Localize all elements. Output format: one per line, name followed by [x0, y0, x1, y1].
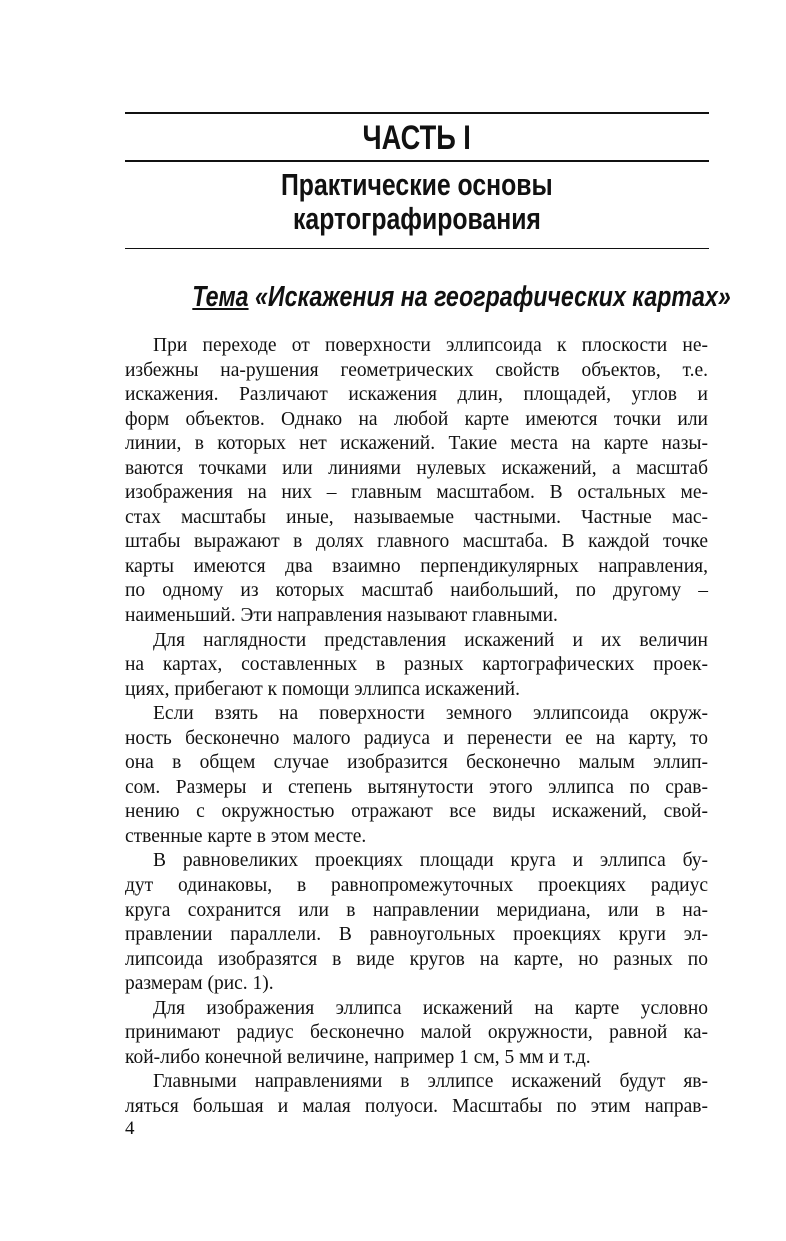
topic-title: «Искажения на географических картах»: [255, 281, 731, 313]
text-line: циях, прибегают к помощи эллипса искажений.: [125, 678, 520, 700]
text-line: нению с окружностью отражают все виды искажений, свой-: [125, 801, 708, 823]
text-line: Для наглядности представления искажений и их величин: [153, 629, 708, 651]
topic-heading: [125, 280, 731, 314]
text-line: липсоида изобразятся в виде кругов на карте, но разных по: [125, 948, 708, 970]
text-line: стах масштабы иные, называемые частными. Частные мас-: [125, 506, 708, 528]
topic-label: Тема: [192, 281, 249, 313]
text-line: Главными направлениями в эллипсе искажений будут яв-: [153, 1071, 708, 1093]
text-line: правлении параллели. В равноугольных проекциях круги эл-: [125, 924, 708, 946]
text-line: форм объектов. Однако на любой карте имеются точки или: [125, 408, 708, 430]
text-line: на картах, составленных в разных картографических проек-: [125, 654, 708, 676]
text-line: Для изображения эллипса искажений на карте условно: [153, 997, 708, 1019]
chapter-title: [125, 168, 709, 236]
chapter-title-line: Практические основы: [281, 167, 553, 202]
text-line: по одному из которых масштаб наибольший, по другому –: [125, 580, 708, 602]
text-line: размерам (рис. 1).: [125, 973, 274, 995]
body-text: [125, 334, 708, 1120]
text-line: штабы выражают в долях главного масштаба. В каждой точке: [125, 531, 708, 553]
text-line: ваются точками или линиями нулевых искажений, а масштаб: [125, 457, 708, 479]
part-rule: [125, 160, 709, 162]
text-line: При переходе от поверхности эллипсоида к плоскости не-: [153, 335, 708, 356]
top-rule: [125, 112, 709, 114]
title-rule: [125, 248, 709, 249]
text-line: линии, в которых нет искажений. Такие места на карте назы-: [125, 433, 708, 455]
text-line: сом. Размеры и степень вытянутости этого эллипса по срав-: [125, 776, 708, 798]
text-line: она в общем случае изобразится бесконечно малым эллип-: [125, 752, 708, 774]
text-line: искажения. Различают искажения длин, площадей, углов и: [125, 384, 708, 406]
text-line: ляться большая и малая полуоси. Масштабы по этим направ-: [125, 1095, 708, 1117]
text-line: круга сохранится или в направлении меридиана, или в на-: [125, 899, 708, 921]
part-heading: ЧАСТЬ I: [362, 119, 472, 157]
text-line: В равновеликих проекциях площади круга и эллипса бу-: [153, 850, 708, 872]
text-line: Если взять на поверхности земного эллипсоида окруж-: [153, 703, 708, 725]
text-line: наименьший. Эти направления называют главными.: [125, 605, 558, 627]
text-line: кой-либо конечной величине, например 1 см, 5 мм и т.д.: [125, 1046, 591, 1068]
page-number: 4: [125, 1118, 135, 1139]
text-line: избежны на-рушения геометрических свойств объектов, т.е.: [125, 359, 708, 381]
text-line: принимают радиус бесконечно малой окружности, равной ка-: [125, 1022, 708, 1044]
text-line: карты имеются два взаимно перпендикулярных направления,: [125, 555, 708, 577]
text-line: ность бесконечно малого радиуса и перенести ее на карту, то: [125, 727, 708, 749]
text-line: ственные карте в этом месте.: [125, 825, 367, 847]
text-line: изображения на них – главным масштабом. В остальных ме-: [125, 482, 708, 504]
chapter-title-line: картографирования: [293, 201, 541, 236]
text-line: дут одинаковы, в равнопромежуточных проекциях радиус: [125, 875, 708, 897]
